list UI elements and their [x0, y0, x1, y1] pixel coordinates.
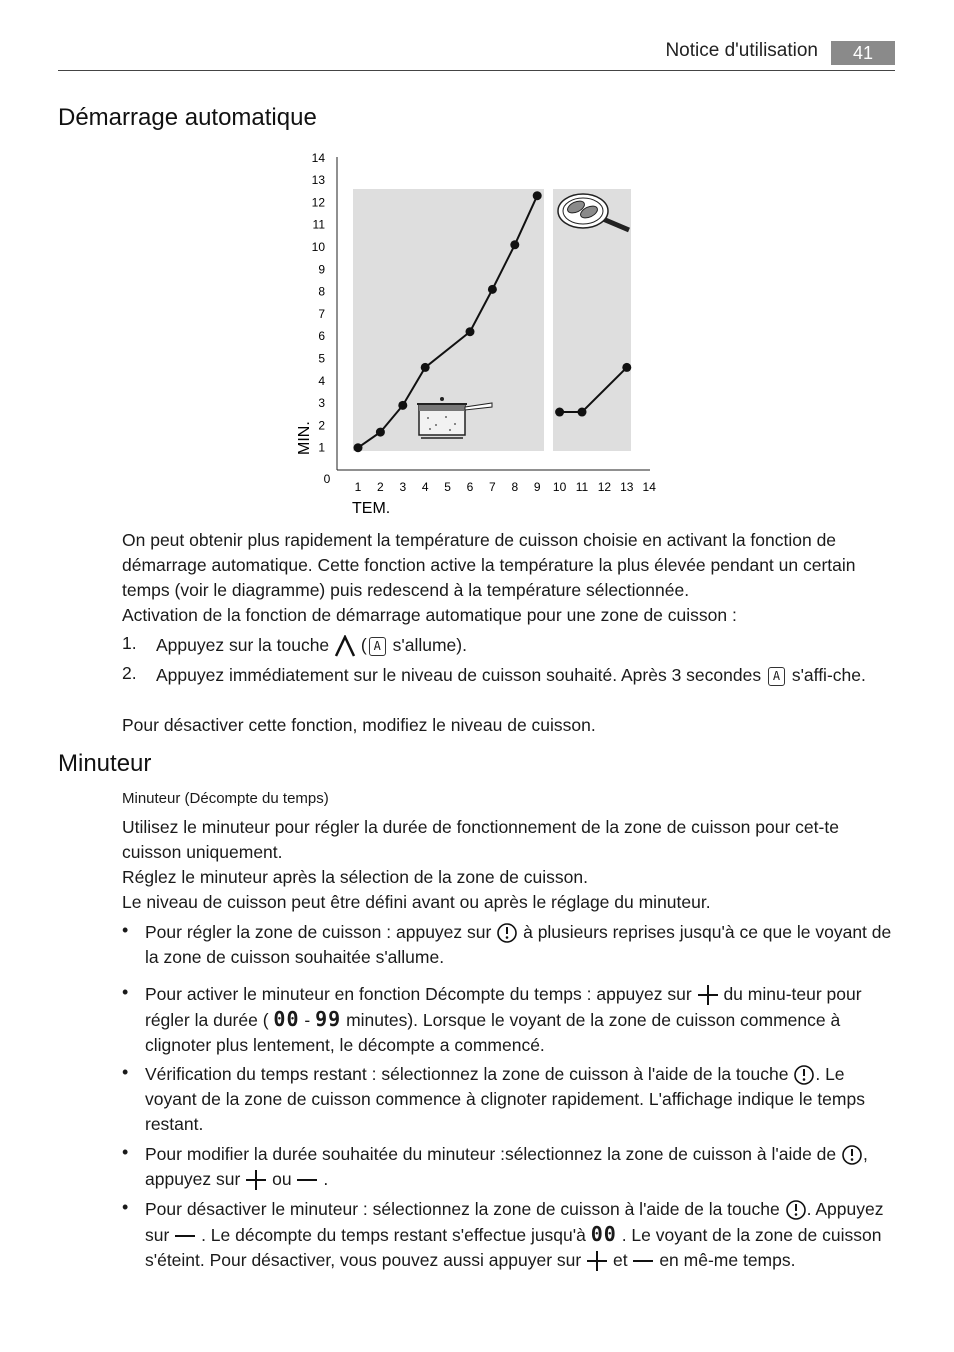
x-tick-label: 3: [399, 480, 407, 494]
bullet-dot: •: [122, 1062, 129, 1082]
x-tick-label: 11: [575, 480, 589, 494]
bullet-text: sélectionnez la zone de cuisson à l'aide de la touche: [381, 1064, 789, 1084]
timer-subheading: Minuteur (Décompte du temps): [122, 790, 329, 807]
bullet-check-remaining: [145, 1062, 895, 1137]
x-tick-label: 12: [597, 480, 612, 494]
bullet-text: en mê-me temps.: [659, 1250, 796, 1270]
manual-title: Notice d'utilisation: [665, 40, 818, 61]
timer-select-icon: [785, 1199, 807, 1221]
bullet-text: appuyez sur: [396, 922, 492, 942]
x-tick-label: 14: [642, 480, 656, 494]
y-tick-label: 13: [311, 173, 325, 188]
y-tick-label: 3: [318, 396, 325, 411]
section-heading-auto-start: Démarrage automatique: [58, 104, 317, 131]
bullet-dot: •: [122, 982, 129, 1002]
y-tick-label: 9: [318, 262, 325, 277]
data-point: [622, 363, 631, 372]
plus-icon: [697, 984, 719, 1006]
minus-icon: [174, 1225, 196, 1247]
x-axis-label: TEM.: [352, 500, 391, 517]
bullet-lead: Vérification du temps restant :: [145, 1064, 377, 1084]
y-tick-label: 12: [311, 195, 325, 210]
auto-start-chart: [280, 145, 680, 520]
plus-icon: [245, 1169, 267, 1191]
bullet-text: et: [612, 1250, 628, 1270]
bullet-text: sélectionnez la zone de cuisson à l'aide de la touche: [372, 1199, 780, 1219]
step-2: [156, 663, 895, 688]
data-point: [398, 401, 407, 410]
step-text: s'affi-che.: [791, 665, 866, 685]
y-tick-label: 14: [311, 150, 325, 165]
auto-start-indicator-icon: A: [369, 637, 386, 656]
plus-icon: [586, 1250, 608, 1272]
bullet-lead: Pour régler la zone de cuisson :: [145, 922, 392, 942]
bullet-activate-timer: [145, 982, 895, 1058]
bullet-text: .: [323, 1169, 329, 1189]
y-axis-label: MIN.: [296, 421, 313, 455]
data-point: [510, 240, 519, 249]
x-tick-label: 5: [444, 480, 451, 494]
step-number: 2.: [122, 663, 137, 683]
data-point: [578, 408, 587, 417]
timer-select-icon: [793, 1064, 815, 1086]
display-00-icon: 00: [590, 1222, 617, 1246]
bullet-select-zone: [145, 920, 895, 970]
timer-description: Utilisez le minuteur pour régler la durée de fonctionnement de la zone de cuisson pour cet-te cuisson uniquement.: [122, 817, 839, 862]
y-tick-label: 1: [318, 440, 325, 455]
step-text: Appuyez immédiatement sur le niveau de cuisson souhaité. Après 3 secondes: [156, 665, 762, 685]
bullet-modify-duration: [145, 1142, 895, 1192]
data-point: [421, 363, 430, 372]
bullet-text: sélectionnez la zone de cuisson à l'aide de: [504, 1144, 837, 1164]
data-point: [466, 327, 475, 336]
auto-start-deactivation: Pour désactiver cette fonction, modifiez le niveau de cuisson.: [122, 715, 596, 735]
section-heading-timer: Minuteur: [58, 750, 152, 777]
bullet-dot: •: [122, 920, 129, 940]
x-tick-label: 6: [466, 480, 474, 494]
timer-select-icon: [841, 1144, 863, 1166]
page-number: 41: [831, 41, 895, 65]
step-text: s'allume).: [392, 635, 467, 655]
x-tick-label: 8: [511, 480, 519, 494]
step-1: [156, 633, 895, 658]
bullet-dot: •: [122, 1197, 129, 1217]
bullet-text: . Le voyant de la zone de cuisson s'éteint. Pour désactiver, vous pouvez aussi appuyer sur: [145, 1225, 882, 1270]
display-99-icon: 99: [315, 1007, 342, 1031]
minus-icon: [296, 1169, 318, 1191]
x-tick-label: 7: [489, 480, 496, 494]
bullet-text: ou: [272, 1169, 292, 1189]
auto-start-activation-intro: Activation de la fonction de démarrage automatique pour une zone de cuisson :: [122, 605, 737, 625]
timer-select-icon: [496, 922, 518, 944]
minus-icon: [632, 1250, 654, 1272]
bullet-deactivate-timer: [145, 1197, 895, 1273]
data-point: [354, 443, 363, 452]
x-tick-label: 1: [354, 480, 362, 494]
step-number: 1.: [122, 633, 137, 653]
y-tick-label: 8: [318, 284, 325, 299]
y-tick-label: 4: [318, 373, 325, 388]
y-tick-label: 6: [318, 329, 325, 344]
auto-start-indicator-icon: A: [768, 667, 785, 686]
data-point: [533, 191, 542, 200]
header-divider: [58, 70, 895, 71]
x-tick-label: 13: [620, 480, 634, 494]
x-tick-label: 10: [552, 480, 567, 494]
bullet-text: , appuyez sur: [145, 1144, 868, 1189]
bullet-text: -: [304, 1010, 311, 1030]
timer-instruction: Réglez le minuteur après la sélection de la zone de cuisson.: [122, 867, 588, 887]
y-tick-label: 10: [311, 240, 325, 254]
x-tick-label: 4: [421, 480, 429, 494]
bullet-text: du minu-teur pour régler la durée (: [145, 984, 862, 1030]
bullet-lead: Pour désactiver le minuteur :: [145, 1199, 368, 1219]
y-tick-label: 5: [318, 351, 325, 366]
display-00-icon: 00: [273, 1007, 300, 1031]
data-point: [555, 408, 564, 417]
bullet-lead: Pour modifier la durée souhaitée du minuteur :: [145, 1144, 505, 1164]
bullet-text: minutes). Lorsque le voyant de la zone de cuisson commence à clignoter plus lentement, le décompte a commencé.: [145, 1010, 841, 1055]
bullet-text: à plusieurs reprises jusqu'à ce que le voyant de la zone de cuisson souhaitée s'allume.: [145, 922, 892, 967]
y-tick-label: 11: [312, 217, 325, 232]
auto-start-key-icon: [334, 635, 356, 657]
data-point: [488, 285, 497, 294]
bullet-lead: Pour activer le minuteur en fonction Décompte du temps :: [145, 984, 592, 1004]
bullet-text: . Appuyez sur: [145, 1199, 884, 1245]
bullet-dot: •: [122, 1142, 129, 1162]
bullet-text: appuyez sur: [596, 984, 692, 1004]
bullet-text: . Le voyant de la zone de cuisson commence à clignoter rapidement. L'affichage indique le temps restant.: [145, 1064, 865, 1134]
data-point: [376, 428, 385, 437]
auto-start-description: On peut obtenir plus rapidement la température de cuisson choisie en activant la fonction de démarrage automatique. Cette fonction active la température la plus élevée pendant un certain temps (voir le diagramme) puis redescend à la température sélectionnée.: [122, 530, 856, 600]
step-text: Appuyez sur la touche: [156, 635, 330, 655]
y-tick-label: 7: [318, 306, 325, 321]
axis-origin-label: 0: [323, 472, 331, 486]
step-text: (: [360, 635, 367, 655]
bullet-text: . Le décompte du temps restant s'effectue jusqu'à: [201, 1225, 586, 1245]
timer-note: Le niveau de cuisson peut être défini avant ou après le réglage du minuteur.: [122, 892, 711, 912]
x-tick-label: 9: [533, 480, 541, 494]
x-tick-label: 2: [377, 480, 384, 494]
y-tick-label: 2: [318, 418, 325, 433]
